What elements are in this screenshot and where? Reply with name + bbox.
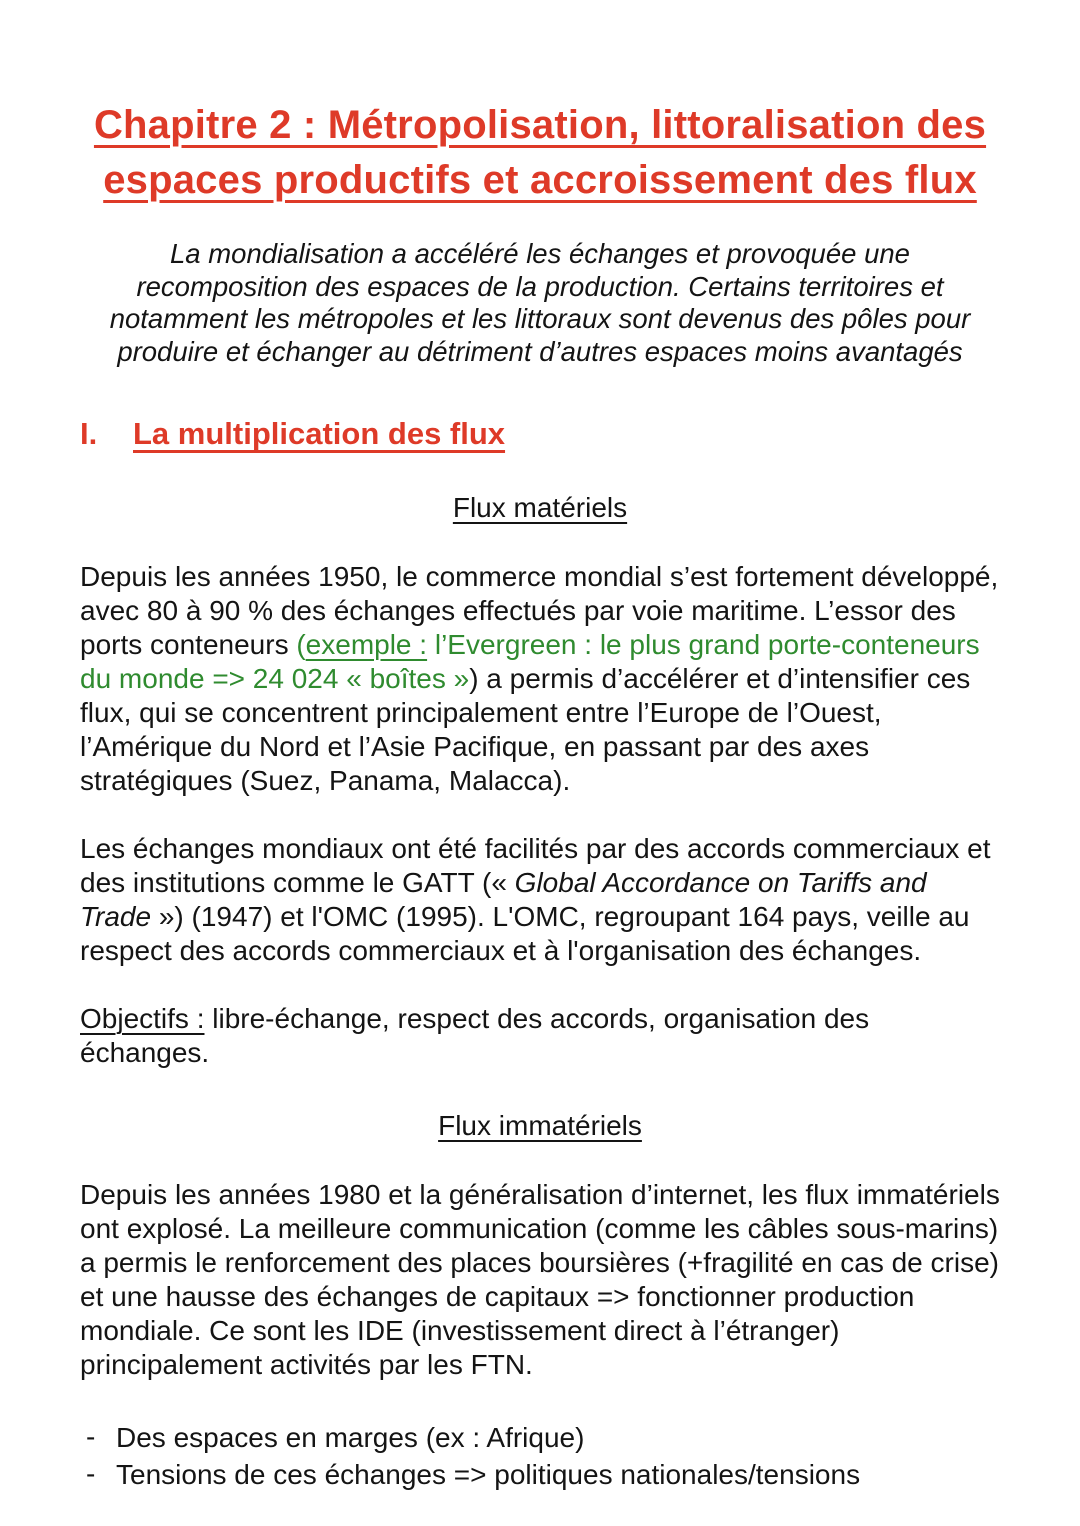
text-segment-plain: libre-échange, respect des accords, organisation des échanges.	[80, 1003, 870, 1069]
text-segment-green-underline: exemple :	[305, 629, 428, 661]
text-line: espaces productifs et accroissement des flux	[103, 158, 977, 203]
text-segment-green: (	[296, 629, 306, 661]
text-segment-underline: Objectifs :	[80, 1003, 205, 1035]
text-segment-italic: Global Accordance on Tariffs and Trade	[80, 867, 927, 933]
text-line: La mondialisation a accéléré les échanges et provoquée une	[170, 238, 910, 270]
text-segment-plain: ») (1947) et l'OMC (1995). L'OMC, regroupant 164 pays, veille au respect des accords commerciaux et à l'organisation des échanges.	[80, 901, 970, 967]
paragraph-flux-materiels-1	[80, 560, 1000, 798]
text-segment-plain: Depuis les années 1950, le commerce mondial s’est fortement développé, avec 80 à 90 % des échanges effectués par voie maritime. L’essor des ports conteneurs	[80, 561, 999, 661]
intro-paragraph	[80, 238, 1000, 368]
text-line: produire et échanger au détriment d’autres espaces moins avantagés	[117, 335, 963, 367]
list-item: - Tensions de ces échanges => politiques nationales/tensions	[80, 1457, 1000, 1493]
text-line: recomposition des espaces de la production. Certains territoires et	[136, 270, 944, 302]
text-segment-plain: Les échanges mondiaux ont été facilités par des accords commerciaux et des institutions comme le GATT («	[80, 833, 991, 899]
chapter-title	[80, 98, 1000, 208]
paragraph-flux-materiels-2	[80, 832, 1000, 968]
text-line: notamment les métropoles et les littoraux sont devenus des pôles pour	[109, 303, 971, 335]
section-heading-1	[80, 416, 1000, 452]
paragraph-objectifs	[80, 1002, 1000, 1070]
section-numeral: I.	[80, 416, 98, 452]
text-segment-plain: ) a permis d’accélérer et d’intensifier ces flux, qui se concentrent principalement entre l’Europe de l’Ouest, l’Amérique du Nord et l’Asie Pacifique, en passant par des axes stratégiques (Suez, Panama, Malacca).	[80, 663, 971, 797]
section-title: La multiplication des flux	[133, 416, 506, 452]
bullet-list	[80, 1420, 1000, 1493]
paragraph-flux-immateriels: Depuis les années 1980 et la généralisation d’internet, les flux immatériels ont explosé. La meilleure communication (comme les câbles sous-marins) a permis le renforcement des places boursières (+fragilité en cas de crise) et une hausse des échanges de capitaux => fonctionner production mondiale. Ce sont les IDE (investissement direct à l’étranger) principalement activités par les FTN.	[80, 1179, 1000, 1381]
subheading-flux-materiels: Flux matériels	[452, 492, 628, 524]
text-segment-green: l’Evergreen : le plus grand porte-conteneurs du monde => 24 024 « boîtes »	[80, 629, 980, 695]
list-item: - Des espaces en marges (ex : Afrique)	[80, 1420, 1000, 1456]
subheading-flux-immateriels: Flux immatériels	[438, 1110, 642, 1142]
text-line: Chapitre 2 : Métropolisation, littoralisation des	[93, 103, 987, 147]
